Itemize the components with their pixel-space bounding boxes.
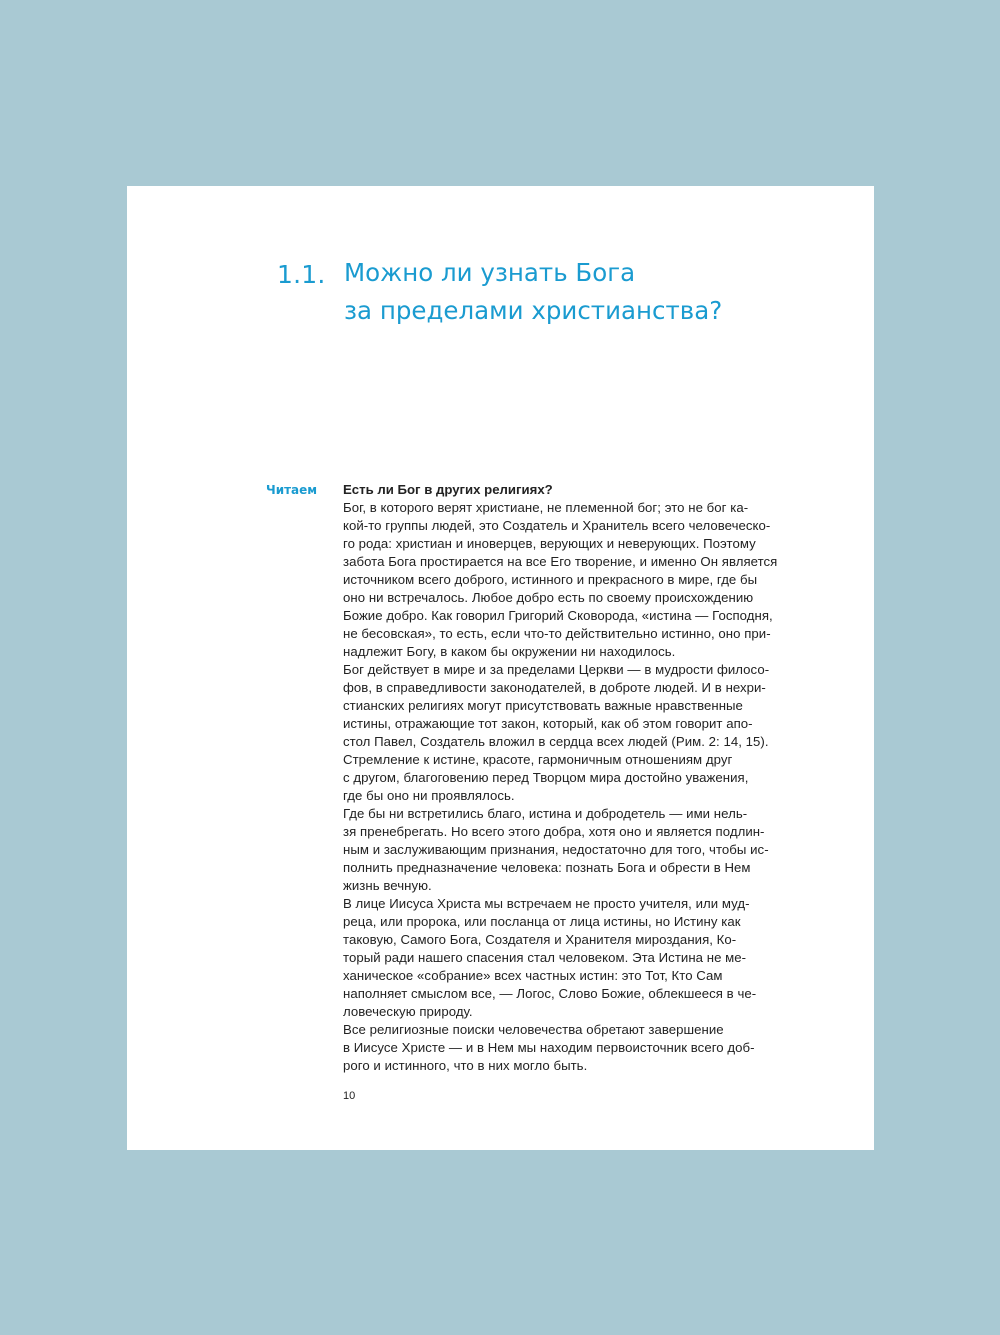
article-line: фов, в справедливости законодателей, в доброте людей. И в нехри- <box>343 680 766 695</box>
article-line: ным и заслуживающим признания, недостаточно для того, чтобы ис- <box>343 842 769 857</box>
article-line: истины, отражающие тот закон, который, как об этом говорит апо- <box>343 716 753 731</box>
article-line: с другом, благоговению перед Творцом мира достойно уважения, <box>343 770 749 785</box>
article-line: Бог действует в мире и за пределами Церкви — в мудрости филосо- <box>343 662 770 677</box>
page-number: 10 <box>343 1090 356 1102</box>
book-page <box>127 186 874 1150</box>
article-subheading: Есть ли Бог в других религиях? <box>343 482 553 497</box>
section-title-line: Можно ли узнать Бога <box>344 258 636 287</box>
article-line: оно ни встречалось. Любое добро есть по своему происхождению <box>343 590 754 605</box>
article-line: стианских религиях могут присутствовать важные нравственные <box>343 698 743 713</box>
article-line: ханическое «собрание» всех частных истин: это Тот, Кто Сам <box>343 968 723 983</box>
article-line: Божие добро. Как говорил Григорий Сковорода, «истина — Господня, <box>343 608 773 623</box>
article-line: го рода: христиан и иноверцев, верующих и неверующих. Поэтому <box>343 536 756 551</box>
section-title-line: за пределами христианства? <box>344 296 723 325</box>
article-line: реца, или пророка, или посланца от лица истины, но Истину как <box>343 914 741 929</box>
article-line: Бог, в которого верят христиане, не племенной бог; это не бог ка- <box>343 500 749 515</box>
article-line: полнить предназначение человека: познать Бога и обрести в Нем <box>343 860 751 875</box>
article-line: Стремление к истине, красоте, гармоничным отношениям друг <box>343 752 733 767</box>
side-label-reading: Читаем <box>266 483 318 497</box>
article-line: зя пренебрегать. Но всего этого добра, хотя оно и является подлин- <box>343 824 765 839</box>
article-line: наполняет смыслом все, — Логос, Слово Божие, облекшееся в че- <box>343 986 757 1001</box>
article-line: надлежит Богу, в каком бы окружении ни находилось. <box>343 644 676 659</box>
section-title <box>344 254 824 330</box>
section-number: 1.1. <box>277 260 326 289</box>
article-line: в Иисусе Христе — и в Нем мы находим первоисточник всего доб- <box>343 1040 755 1055</box>
article-line: рого и истинного, что в них могло быть. <box>343 1058 588 1073</box>
article-line: стол Павел, Создатель вложил в сердца всех людей (Рим. 2: 14, 15). <box>343 734 769 749</box>
article-line: забота Бога простирается на все Его творение, и именно Он является <box>343 554 778 569</box>
article-line: где бы оно ни проявлялось. <box>343 788 515 803</box>
article-text <box>343 499 823 1075</box>
article-line: ловеческую природу. <box>343 1004 473 1019</box>
article-line: таковую, Самого Бога, Создателя и Хранителя мироздания, Ко- <box>343 932 737 947</box>
article-line: В лице Иисуса Христа мы встречаем не просто учителя, или муд- <box>343 896 750 911</box>
article-line: кой-то группы людей, это Создатель и Хранитель всего человеческо- <box>343 518 771 533</box>
article-line: торый ради нашего спасения стал человеком. Эта Истина не ме- <box>343 950 747 965</box>
article-line: Где бы ни встретились благо, истина и добродетель — ими нель- <box>343 806 748 821</box>
article-line: источником всего доброго, истинного и прекрасного в мире, где бы <box>343 572 758 587</box>
article-body <box>343 481 823 1075</box>
article-line: не бесовская», то есть, если что-то действительно истинно, оно при- <box>343 626 771 641</box>
article-line: жизнь вечную. <box>343 878 432 893</box>
article-line: Все религиозные поиски человечества обретают завершение <box>343 1022 724 1037</box>
